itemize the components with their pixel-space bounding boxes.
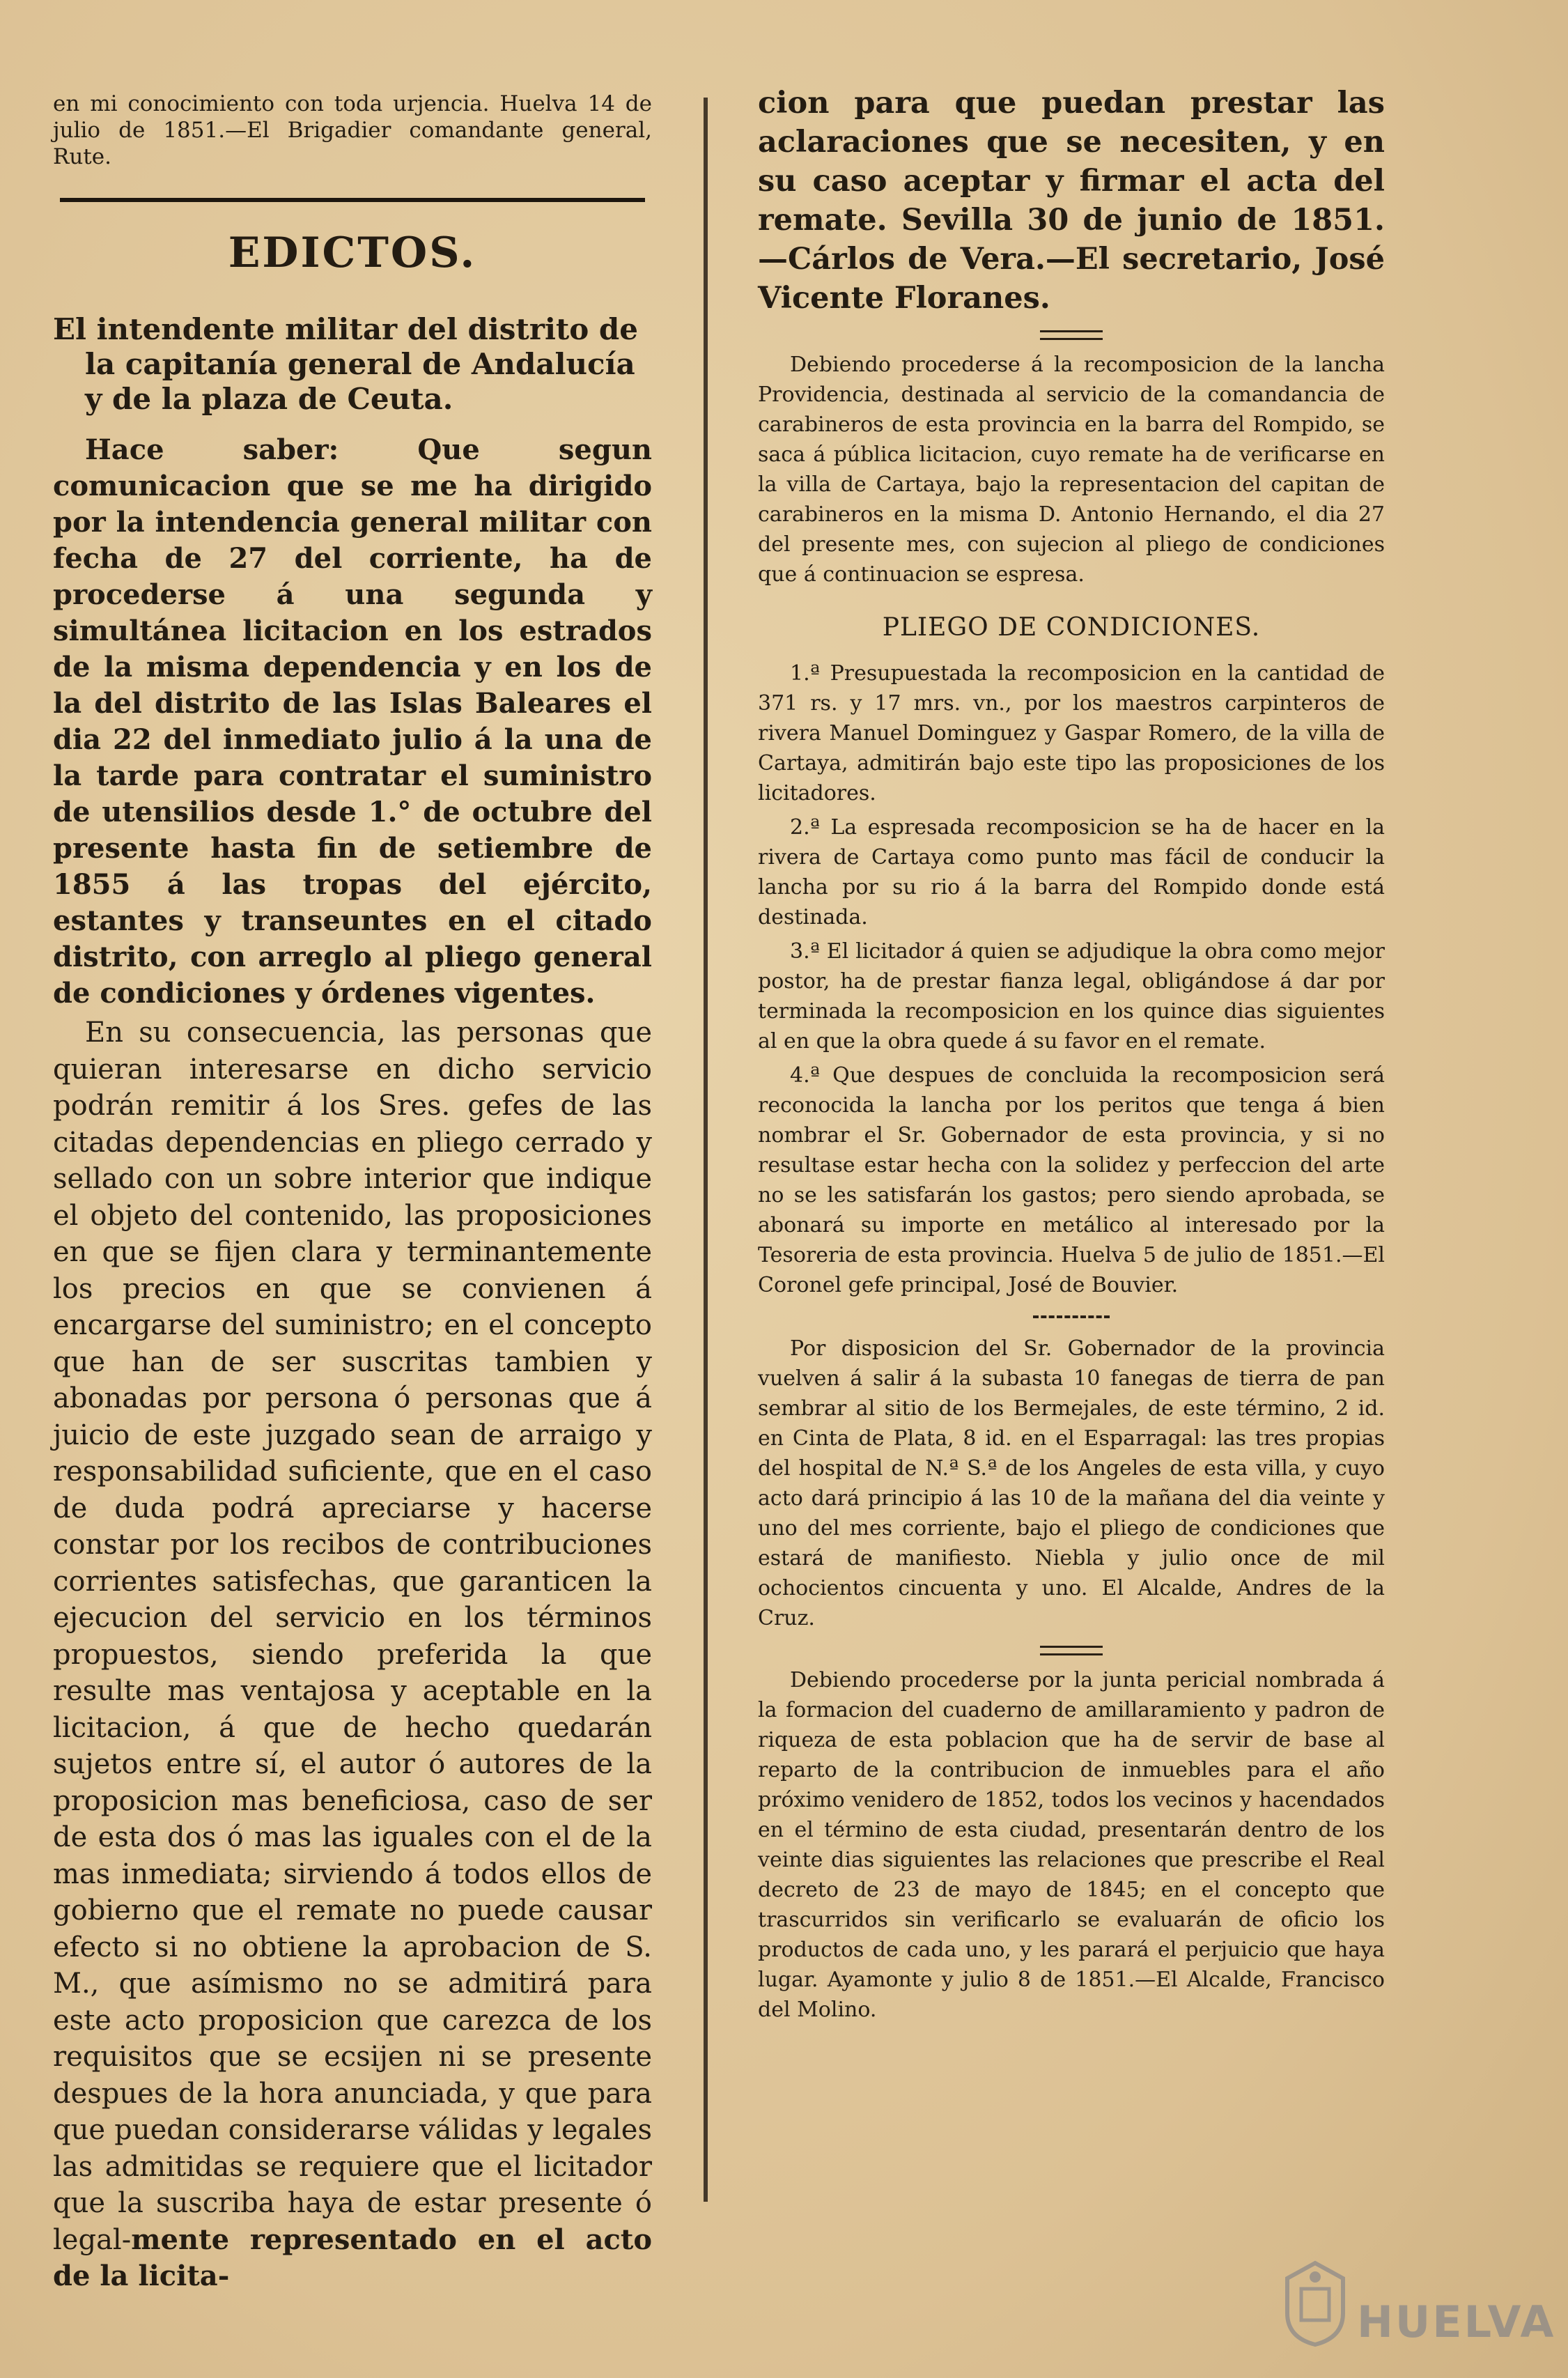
section-divider <box>60 198 645 202</box>
conditions-title: PLIEGO DE CONDICIONES. <box>882 613 1261 642</box>
lancha-notice: Debiendo procederse á la recomposicion de la lancha Providencia, destinada al servicio de la comandancia de carabineros de esta provincia en la barra del Rompido, se saca á pública licitacion, cuyo remate ha de verificarse en la villa de Cartaya, bajo la representacion del capitan de carabineros en la misma D. Antonio Hernando, el dia 27 del presente mes, con sujecion al pliego de condiciones que á continuacion se espresa. <box>758 353 1385 587</box>
column-rule <box>704 98 708 2202</box>
continuation-paragraph: cion para que puedan prestar las aclaraciones que se necesiten, y en su caso aceptar y firmar el acta del remate. Sevilla 30 de junio de 1851.—Cárlos de Vera.—El secretario, José Vicente Floranes. <box>758 86 1385 316</box>
edict-paragraph-2 <box>53 1014 652 2295</box>
edict-paragraph-2-end: mente representado en el acto de la licita- <box>53 2223 652 2292</box>
section-title: EDICTOS. <box>228 229 477 277</box>
subasta-notice: Por disposicion del Sr. Gobernador de la provincia vuelven á salir á la subasta 10 fanegas de tierra de pan sembrar al sitio de los Bermejales, de este término, 2 id. en Cinta de Plata, 8 id. en el Esparragal: las tres propias del hospital de N.ª S.ª de los Angeles de esta villa, y cuyo acto dará principio á las 10 de la mañana del dia veinte y uno del mes corriente, bajo el pliego de condiciones que estará de manifiesto. Niebla y julio once de mil ochocientos cincuenta y uno. El Alcalde, Andres de la Cruz. <box>758 1336 1385 1630</box>
huelva-crest-icon <box>1280 2257 1350 2348</box>
edict-paragraph-1: Hace saber: Que segun comunicacion que se me ha dirigido por la intendencia general militar con fecha de 27 del corriente, ha de procederse á una segunda y simultánea licitacion en los estrados de la misma dependencia y en los de la del distrito de las Islas Baleares el dia 22 del inmediato julio á la una de la tarde para contratar el suministro de utensilios desde 1.° de octubre del presente hasta fin de setiembre de 1855 á las tropas del ejército, estantes y transeuntes en el citado distrito, con arreglo al pliego general de condiciones y órdenes vigentes. <box>53 433 652 1010</box>
condition-1: 1.ª Presupuestada la recomposicion en la cantidad de 371 rs. y 17 mrs. vn., por los maestros carpinteros de rivera Manuel Dominguez y Gaspar Romero, de la villa de Cartaya, admitirán bajo este tipo las proposiciones de los licitadores. <box>758 661 1385 805</box>
amillaramiento-notice: Debiendo procederse por la junta pericial nombrada á la formacion del cuaderno de amillaramiento y padron de riqueza de esta poblacion que ha de servir de base al reparto de la contribucion de inmuebles para el año próximo venidero de 1852, todos los vecinos y hacendados en el término de esta ciudad, presentarán dentro de los veinte dias siguientes las relaciones que prescribe el Real decreto de 23 de mayo de 1845; en el concepto que trascurridos sin verificarlo se evaluarán de oficio los productos de cada uno, y les parará el perjuicio que haya lugar. Ayamonte y julio 8 de 1851.—El Alcalde, Francisco del Molino. <box>758 1668 1385 2022</box>
intro-paragraph: en mi conocimiento con toda urjencia. Huelva 14 de julio de 1851.—El Brigadier comandante general, Rute. <box>53 91 652 169</box>
right-column <box>758 84 1385 2202</box>
left-column <box>53 84 652 2292</box>
dash-divider <box>1033 1315 1110 1318</box>
edict-heading: El intendente militar del distrito de la capitanía general de Andalucía y de la plaza de Ceuta. <box>53 312 639 416</box>
condition-4: 4.ª Que despues de concluida la recomposicion será reconocida la lancha por los peritos que tenga á bien nombrar el Sr. Gobernador de esta provincia, y si no resultase estar hecha con la solidez y perfeccion del arte no se les satisfarán los gastos; pero siendo aprobada, se abonará su importe en metálico al interesado por la Tesoreria de esta provincia. Huelva 5 de julio de 1851.—El Coronel gefe principal, José de Bouvier. <box>758 1063 1385 1297</box>
small-divider <box>1040 330 1103 340</box>
edict-paragraph-2-text: En su consecuencia, las personas que quieran interesarse en dicho servicio podrán remitir á los Sres. gefes de las citadas dependencias en pliego cerrado y sellado con un sobre interior que indique el objeto del contenido, las proposiciones en que se fijen clara y terminantemente los precios en que se convienen á encargarse del suministro; en el concepto que han de ser suscritas tambien y abonadas por persona ó personas que á juicio de este juzgado sean de arraigo y responsabilidad suficiente, que en el caso de duda podrá apreciarse y hacerse constar por los recibos de contribuciones corrientes satisfechas, que garanticen la ejecucion del servicio en los términos propuestos, siendo preferida la que resulte mas ventajosa y aceptable en la licitacion, á que de hecho quedarán sujetos entre sí, el autor ó autores de la proposicion mas beneficiosa, caso de ser de esta dos ó mas las iguales con el de la mas inmediata; sirviendo á todos ellos de gobierno que el remate no puede causar efecto si no obtiene la aprobacion de S. M., que asímismo no se admitirá para este acto proposicion que carezca de los requisitos que se ecsijen ni se presente despues de la hora anunciada, y que para que puedan considerarse válidas y legales las admitidas se requiere que el licitador que la suscriba haya de estar presente ó legal- <box>53 1017 652 2256</box>
archive-watermark <box>1280 2257 1556 2348</box>
condition-3: 3.ª El licitador á quien se adjudique la obra como mejor postor, ha de prestar fianza legal, obligándose á dar por terminada la recomposicion en los quince dias siguientes al en que la obra quede á su favor en el remate. <box>758 939 1385 1053</box>
condition-2: 2.ª La espresada recomposicion se ha de hacer en la rivera de Cartaya como punto mas fácil de conducir la lancha por su rio á la barra del Rompido donde está destinada. <box>758 815 1385 929</box>
small-divider-2 <box>1040 1646 1103 1655</box>
watermark-text: HUELVA <box>1357 2296 1556 2347</box>
